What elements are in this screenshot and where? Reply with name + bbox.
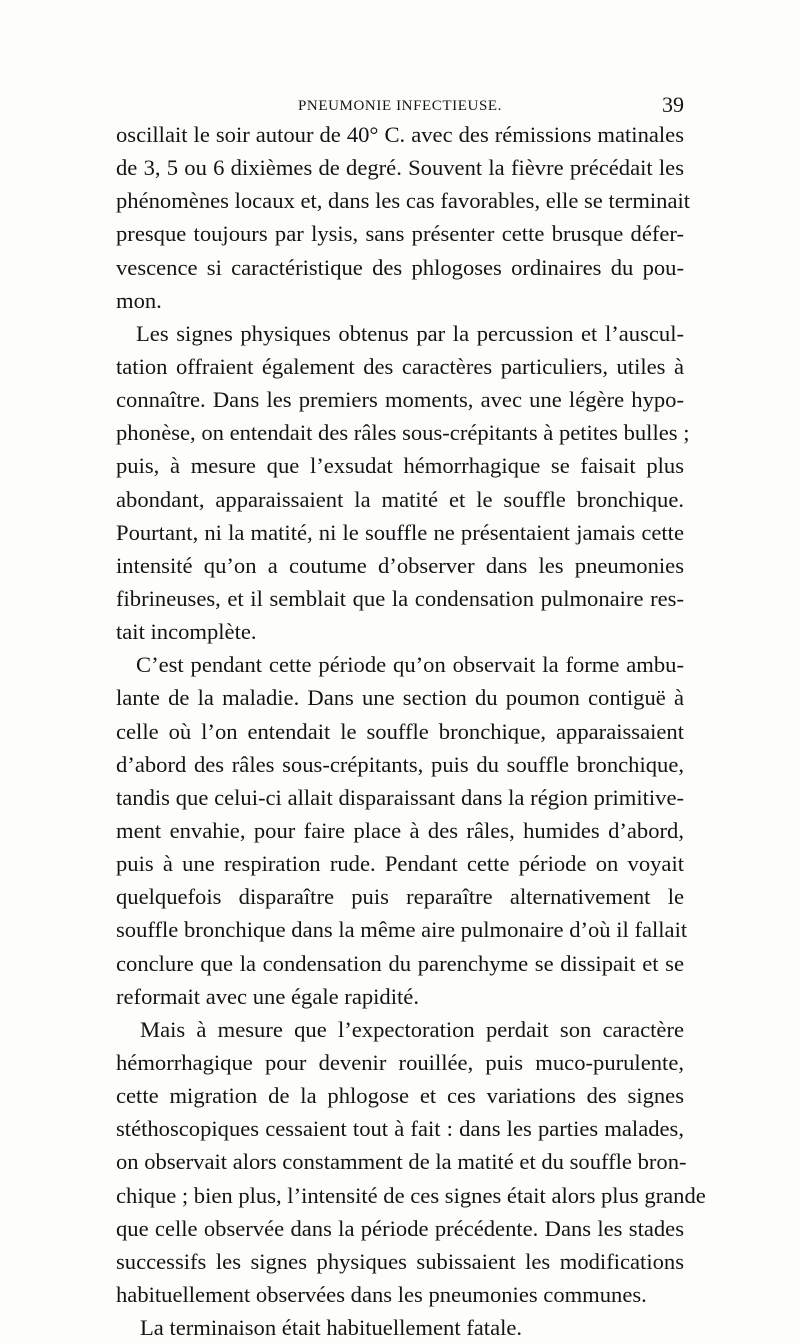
text-line: Les signes physiques obtenus par la percussion et l’auscul- (136, 320, 684, 346)
text-line: reformait avec une égale rapidité. (116, 983, 419, 1009)
text-line: que celle observée dans la période précédente. Dans les stades (116, 1215, 684, 1241)
text-line: vescence si caractéristique des phlogoses ordinaires du pou- (116, 254, 684, 280)
text-line: oscillait le soir autour de 40° C. avec des rémissions matinales (116, 122, 684, 147)
text-line: intensité qu’on a coutume d’observer dans les pneumonies (116, 552, 684, 578)
text-line: mon. (116, 287, 162, 313)
text-line: ment envahie, pour faire place à des râles, humides d’abord, (116, 817, 684, 843)
text-line: cette migration de la phlogose et ces variations des signes (116, 1083, 684, 1109)
running-title: PNEUMONIE INFECTIEUSE. (297, 98, 503, 114)
page-number: 39 (662, 92, 684, 117)
text-line: phonèse, on entendait des râles sous-crépitants à petites bulles ; (116, 420, 690, 446)
text-line: phénomènes locaux et, dans les cas favorables, elle se terminait (116, 188, 691, 214)
text-line: tait incomplète. (116, 619, 257, 645)
text-line: abondant, apparaissaient la matité et le souffle bronchique. (116, 486, 684, 512)
text-line: puis à une respiration rude. Pendant cette période on voyait (116, 851, 684, 877)
text-line: successifs les signes physiques subissaient les modifications (116, 1248, 684, 1274)
text-line: stéthoscopiques cessaient tout à fait : dans les parties malades, (116, 1116, 684, 1142)
text-line: d’abord des râles sous-crépitants, puis du souffle bronchique, (116, 751, 684, 777)
text-line: habituellement observées dans les pneumonies communes. (116, 1281, 647, 1307)
text-line: quelquefois disparaître puis reparaître alternativement le (116, 884, 684, 910)
text-line: hémorrhagique pour devenir rouillée, puis muco-purulente, (116, 1049, 684, 1075)
text-line: fibrineuses, et il semblait que la condensation pulmonaire res- (116, 585, 684, 611)
text-line: on observait alors constamment de la matité et du souffle bron- (116, 1149, 687, 1175)
text-line: lante de la maladie. Dans une section du poumon contiguë à (116, 685, 684, 711)
text-line: presque toujours par lysis, sans présenter cette brusque défer- (116, 221, 684, 247)
text-line: souffle bronchique dans la même aire pulmonaire d’où il fallait (116, 917, 688, 943)
text-line: tation offraient également des caractères particuliers, utiles à (116, 353, 684, 379)
text-line: tandis que celui-ci allait disparaissant dans la région primitive- (116, 784, 684, 810)
text-line: celle où l’on entendait le souffle bronchique, apparaissaient (116, 718, 684, 744)
text-line: connaître. Dans les premiers moments, avec une légère hypo- (116, 387, 684, 413)
text-line: puis, à mesure que l’exsudat hémorrhagique se faisait plus (116, 453, 684, 479)
body-text (116, 118, 706, 1344)
text-line: C’est pendant cette période qu’on observait la forme ambu- (136, 652, 684, 678)
text-line: Mais à mesure que l’expectoration perdait son caractère (140, 1016, 684, 1042)
text-line: La terminaison était habituellement fatale. (140, 1315, 523, 1341)
text-line: de 3, 5 ou 6 dixièmes de degré. Souvent la fièvre précédait les (116, 155, 684, 181)
text-line: chique ; bien plus, l’intensité de ces signes était alors plus grande (116, 1182, 706, 1208)
text-line: conclure que la condensation du parenchyme se dissipait et se (116, 950, 684, 976)
text-line: Pourtant, ni la matité, ni le souffle ne présentaient jamais cette (116, 519, 684, 545)
